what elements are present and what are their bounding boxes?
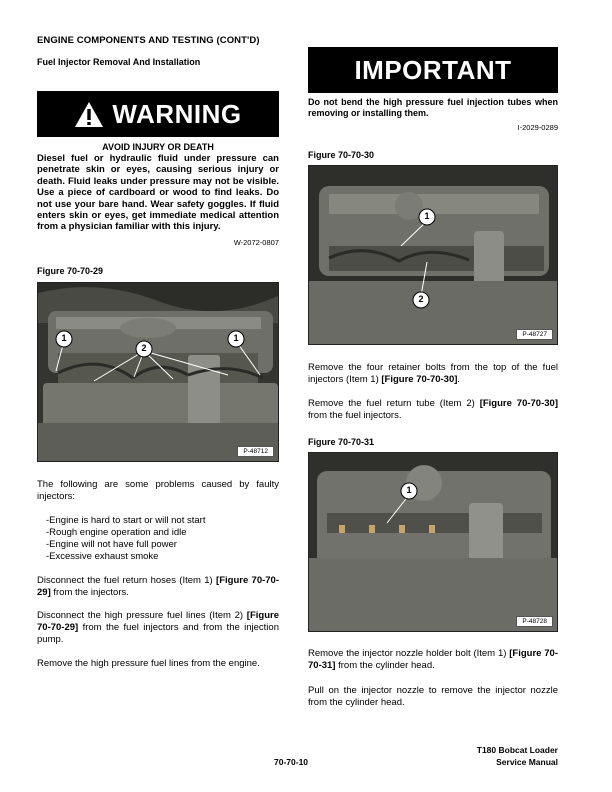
important-text: Do not bend the high pressure fuel injection tubes when removing or installing them. xyxy=(308,97,558,119)
important-banner: IMPORTANT xyxy=(308,47,558,93)
figure-reference: [Figure 70-70-29] xyxy=(37,575,280,599)
warning-triangle-icon xyxy=(74,101,104,128)
figure-reference: [Figure 70-70-29] xyxy=(37,610,279,634)
figure-31-callout-1: 1 xyxy=(406,485,412,495)
figure-30-code: P-48727 xyxy=(516,329,553,340)
warning-banner xyxy=(37,91,279,137)
important-code: I-2029-0289 xyxy=(517,123,558,132)
figure-29-callout-1-left: 1 xyxy=(61,333,67,343)
figure-reference: [Figure 70-70-31] xyxy=(308,648,559,672)
paragraph-disconnect-return: Disconnect the fuel return hoses (Item 1) [Figure 70-70-29] from the injectors. xyxy=(37,575,280,599)
figure-31-code: P-48728 xyxy=(516,616,553,627)
list-item: -Engine is hard to start or will not start xyxy=(46,515,206,526)
figure-30-callout-1: 1 xyxy=(424,211,430,221)
paragraph-pull-nozzle: Pull on the injector nozzle to remove the injector nozzle from the cylinder head. xyxy=(308,685,558,709)
figure-31-photo xyxy=(308,452,558,632)
figure-reference: [Figure 70-70-30] xyxy=(479,398,558,409)
list-item: -Rough engine operation and idle xyxy=(46,527,187,538)
figure-30-photo xyxy=(308,165,558,345)
list-item: -Excessive exhaust smoke xyxy=(46,551,159,562)
paragraph-disconnect-lines: Disconnect the high pressure fuel lines (Item 2) [Figure 70-70-29] from the fuel injectors and from the injection pump. xyxy=(37,610,279,646)
paragraph-holder-bolt: Remove the injector nozzle holder bolt (Item 1) [Figure 70-70-31] from the cylinder head. xyxy=(308,648,559,672)
figure-29-callout-2: 2 xyxy=(141,343,147,353)
paragraph-remove-lines: Remove the high pressure fuel lines from the engine. xyxy=(37,658,260,669)
footer-manual: Service Manual xyxy=(496,757,558,767)
figure-29-callout-1-right: 1 xyxy=(233,333,239,343)
paragraph-return-tube: Remove the fuel return tube (Item 2) [Figure 70-70-30] from the fuel injectors. xyxy=(308,398,558,422)
section-title: ENGINE COMPONENTS AND TESTING (CONT'D) xyxy=(37,35,260,46)
figure-30-callout-2: 2 xyxy=(418,294,424,304)
list-item: -Engine will not have full power xyxy=(46,539,177,550)
warning-code: W-2072-0807 xyxy=(233,238,279,247)
problems-list xyxy=(46,515,279,563)
figure-reference: [Figure 70-70-30] xyxy=(381,374,458,386)
figure-30-caption: Figure 70-70-30 xyxy=(308,150,375,160)
warning-label: WARNING xyxy=(112,98,242,129)
warning-heading: AVOID INJURY OR DEATH xyxy=(102,142,214,152)
figure-29-code: P-48712 xyxy=(237,446,274,457)
subsection-title: Fuel Injector Removal And Installation xyxy=(37,57,201,67)
page-number: 70-70-10 xyxy=(274,757,309,767)
problems-intro: The following are some problems caused by faulty injectors: xyxy=(37,479,279,503)
figure-29-caption: Figure 70-70-29 xyxy=(37,266,104,276)
figure-31-caption: Figure 70-70-31 xyxy=(308,437,375,447)
figure-29-photo xyxy=(37,282,279,462)
paragraph-retainer-bolts: Remove the four retainer bolts from the top of the fuel injectors (Item 1) [Figure 70-70-30]. xyxy=(308,362,558,386)
warning-text: Diesel fuel or hydraulic fluid under pressure can penetrate skin or eyes, causing serious injury or death. Fluid leaks under pressure may not be visible. Use a piece of cardboard or wood to find leaks. Do not use your bare hand. Wear safety goggles. If fluid enters skin or eyes, get immediate medical attention from a physician familiar with this injury. xyxy=(37,153,279,233)
footer-model: T180 Bobcat Loader xyxy=(476,745,558,755)
